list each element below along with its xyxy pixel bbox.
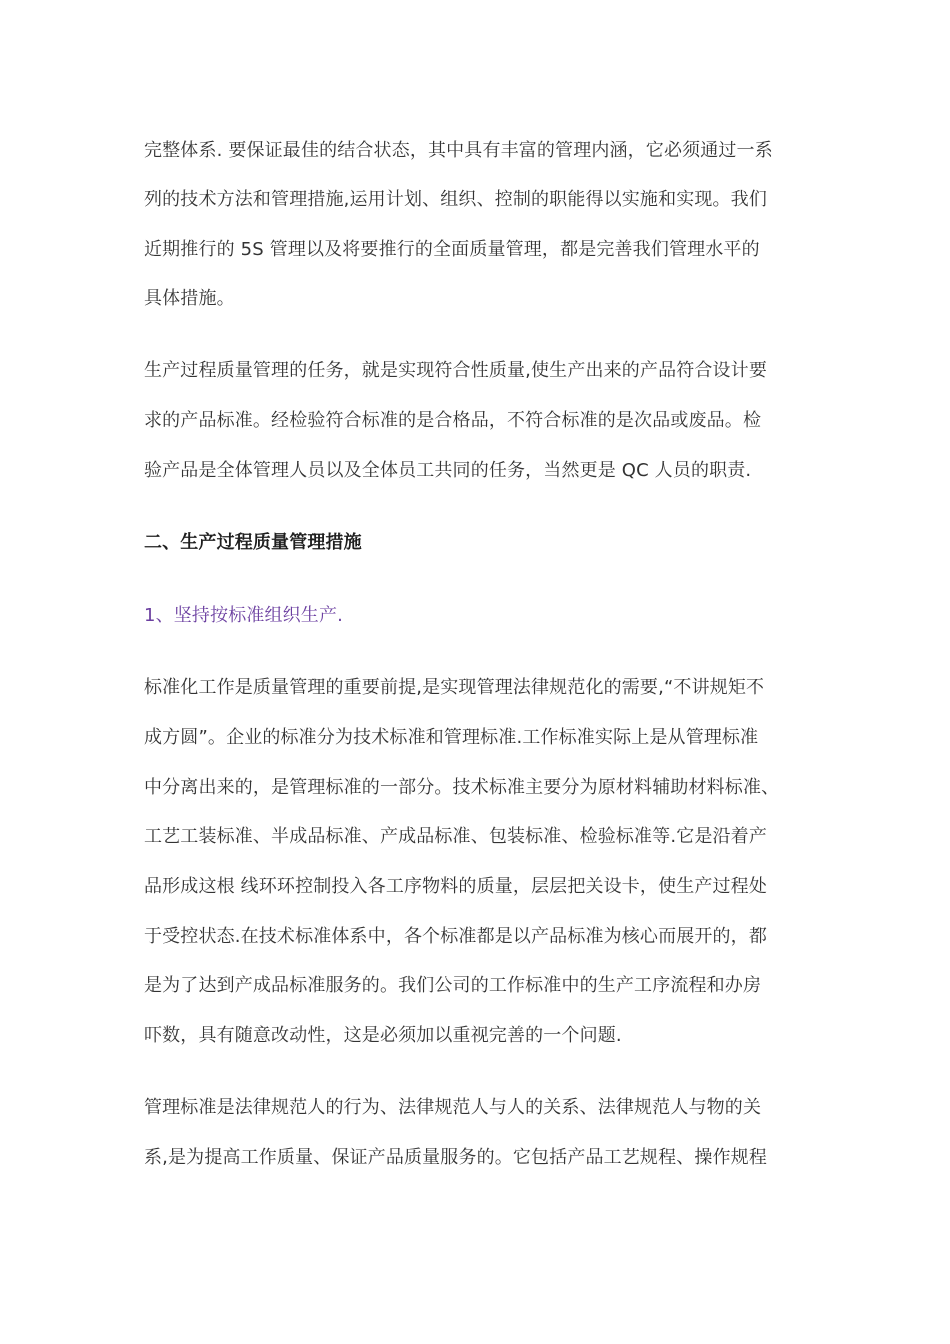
paragraph-2-line-2: 求的产品标准。经检验符合标准的是合格品，不符合标准的是次品或废品。检: [144, 410, 762, 431]
paragraph-1-line-3: 近期推行的 5S 管理以及将要推行的全面质量管理，都是完善我们管理水平的: [144, 239, 760, 260]
paragraph-2-line-3: 验产品是全体管理人员以及全体员工共同的任务，当然更是 QC 人员的职责.: [144, 460, 752, 481]
paragraph-4-line-2: 系,是为提高工作质量、保证产品质量服务的。它包括产品工艺规程、操作规程: [144, 1147, 767, 1168]
paragraph-1-line-4: 具体措施。: [144, 288, 235, 309]
subheading: 1、坚持按标准组织生产.: [144, 605, 343, 626]
paragraph-3-line-2: 成方圆”。企业的标准分为技术标准和管理标准.工作标准实际上是从管理标准: [144, 727, 759, 748]
paragraph-3-line-6: 于受控状态.在技术标准体系中，各个标准都是以产品标准为核心而展开的，都: [144, 926, 767, 947]
paragraph-1-line-1: 完整体系. 要保证最佳的结合状态，其中具有丰富的管理内涵，它必须通过一系: [144, 140, 773, 161]
section-heading: 二、生产过程质量管理措施: [144, 532, 362, 553]
paragraph-3-line-1: 标准化工作是质量管理的重要前提,是实现管理法律规范化的需要,“不讲规矩不: [144, 677, 765, 698]
paragraph-4-line-1: 管理标准是法律规范人的行为、法律规范人与人的关系、法律规范人与物的关: [144, 1097, 762, 1118]
paragraph-3-line-3: 中分离出来的，是管理标准的一部分。技术标准主要分为原材料辅助材料标准、: [144, 777, 780, 798]
paragraph-3-line-4: 工艺工装标准、半成品标准、产成品标准、包装标准、检验标准等.它是沿着产: [144, 826, 767, 847]
paragraph-2-line-1: 生产过程质量管理的任务，就是实现符合性质量,使生产出来的产品符合设计要: [144, 360, 767, 381]
paragraph-3-line-5: 品形成这根 线环环控制投入各工序物料的质量，层层把关设卡，使生产过程处: [144, 876, 767, 897]
paragraph-3-line-7: 是为了达到产成品标准服务的。我们公司的工作标准中的生产工序流程和办房: [144, 975, 762, 996]
paragraph-1-line-2: 列的技术方法和管理措施,运用计划、组织、控制的职能得以实施和实现。我们: [144, 189, 767, 210]
paragraph-3-line-8: 吓数，具有随意改动性，这是必须加以重视完善的一个问题.: [144, 1025, 622, 1046]
